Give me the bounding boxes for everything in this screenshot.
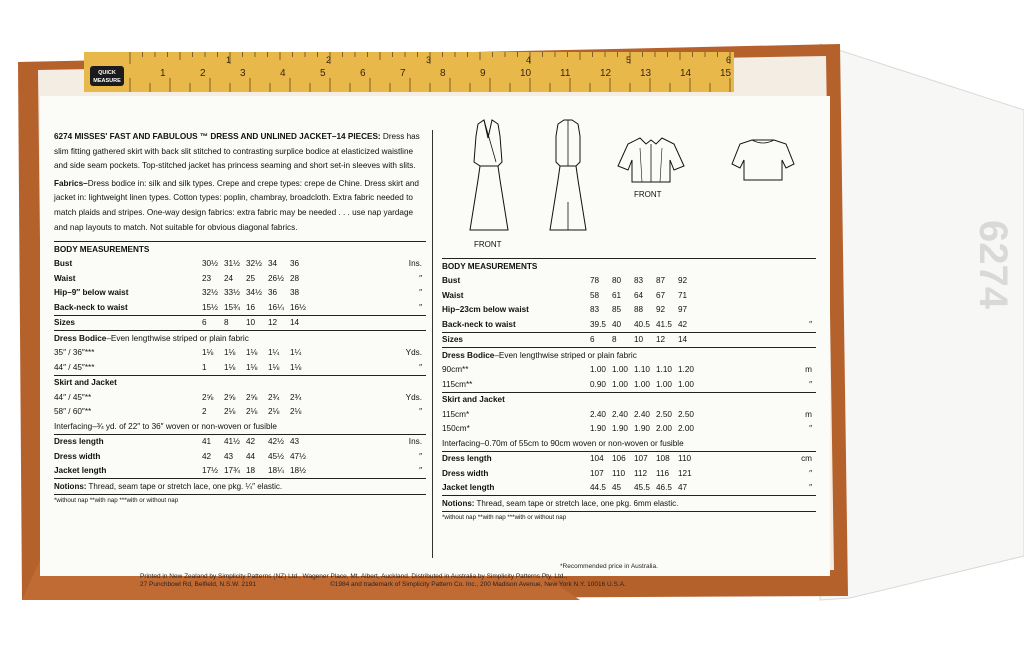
metric-interfacing-row	[442, 436, 816, 451]
metric-cell-value: 42	[678, 319, 688, 329]
imperial-cell-value: 17½	[202, 466, 218, 476]
metric-cell-value: 0.90	[590, 379, 606, 389]
metric-cell-value: 71	[678, 290, 688, 300]
metric-row-label: 115cm*	[442, 409, 470, 419]
imperial-row-label: 35″ / 36″***	[54, 348, 95, 358]
metric-cell-value: 1.90	[612, 424, 628, 434]
imperial-table-row	[54, 300, 426, 315]
imperial-notions-text: Thread, seam tape or stretch lace, one pkg. ¼″ elastic.	[88, 482, 283, 492]
metric-cell-value: 121	[678, 468, 692, 478]
imperial-interfacing-row	[54, 419, 426, 434]
metric-row-unit: ″	[809, 379, 812, 389]
metric-table-row	[442, 451, 816, 466]
metric-cell-value: 40.5	[634, 319, 650, 329]
imperial-cell-value: 44	[246, 451, 256, 461]
metric-cell-value: 83	[634, 276, 644, 286]
column-divider	[432, 130, 433, 558]
imperial-row-unit: ″	[419, 466, 422, 476]
metric-heading-note: –Even lengthwise striped or plain fabric	[494, 350, 637, 360]
metric-cell-value: 10	[634, 335, 644, 345]
imperial-cell-value: 1¼	[290, 348, 302, 358]
imperial-cell-value: 34½	[246, 288, 262, 298]
metric-cell-value: 2.40	[634, 409, 650, 419]
metric-row-label: Back-neck to waist	[442, 319, 516, 329]
metric-table-row	[442, 317, 816, 332]
ruler-inch-label: 4	[526, 55, 532, 65]
imperial-cell-value: 2⅛	[268, 407, 280, 417]
metric-table-row	[442, 377, 816, 392]
ruler-cm-label: 11	[560, 68, 571, 79]
metric-notions	[442, 499, 816, 508]
metric-heading-text: Skirt and Jacket	[442, 395, 505, 405]
metric-cell-value: 92	[656, 305, 666, 315]
imprint-line-1: Printed in New Zealand by Simplicity Patterns (NZ) Ltd., Wagener Place, Mt. Albert, Auckland. Distributed in Australia by Simplicity Patterns Pty. Ltd.,	[140, 573, 568, 580]
ruler-cm-label: 8	[440, 68, 446, 79]
imperial-row-unit: Ins.	[408, 437, 422, 447]
imperial-cell-value: 14	[290, 318, 300, 328]
metric-cell-value: 110	[612, 468, 626, 478]
imperial-section-heading	[54, 375, 426, 390]
imperial-table-row	[54, 257, 426, 272]
imperial-cell-value: 2⅝	[202, 392, 214, 402]
dress-back-illustration	[546, 118, 590, 234]
ruler-cm-label: 14	[680, 68, 692, 79]
svg-text:6274: 6274	[971, 220, 1015, 309]
metric-row-label: 150cm*	[442, 424, 470, 434]
metric-row-unit	[700, 332, 816, 348]
imperial-cell-value: 28	[290, 273, 300, 283]
metric-cell-value: 107	[590, 468, 604, 478]
ruler-cm-label: 9	[480, 68, 486, 79]
imperial-cell-value: 2⅛	[224, 407, 236, 417]
metric-row-unit: ″	[809, 319, 812, 329]
pattern-description	[54, 130, 426, 174]
imperial-table-row	[54, 434, 426, 449]
metric-cell-value: 1.10	[656, 365, 672, 375]
imperial-cell-value: 1⅛	[268, 362, 280, 372]
metric-row-unit: cm	[801, 454, 812, 464]
badge-line-1: QUICK	[98, 70, 116, 76]
ruler-inch-label: 1	[226, 55, 232, 65]
imperial-cell-value: 42	[246, 437, 256, 447]
imperial-heading-text: BODY MEASUREMENTS	[54, 244, 150, 254]
metric-cell-value: 108	[656, 454, 670, 464]
imperial-table-row	[54, 346, 426, 361]
metric-cell-value: 116	[656, 468, 670, 478]
imperial-cell-value: 6	[202, 318, 207, 328]
imperial-table-row	[54, 315, 426, 331]
fabrics-paragraph	[54, 177, 426, 235]
imperial-table-row	[54, 449, 426, 464]
metric-cell-value: 45	[612, 483, 622, 493]
imperial-cell-value: 32½	[202, 288, 218, 298]
metric-cell-value: 104	[590, 454, 604, 464]
imperial-cell-value: 36	[290, 259, 300, 269]
pattern-heading: 6274 MISSES' FAST AND FABULOUS ™ DRESS AND UNLINED JACKET–14 PIECES:	[54, 132, 381, 141]
imperial-cell-value: 10	[246, 318, 256, 328]
ruler-cm-label: 3	[240, 68, 246, 79]
imperial-table-row	[54, 390, 426, 405]
imperial-row-unit: ″	[419, 362, 422, 372]
fabrics-text: Dress bodice in: silk and silk types. Crepe and crepe types: crepe de Chine. Dress skirt and jacket in: lightweight linen types. Cotton types: poplin, chambray, broadcloth. Extra fabric needed to match plaids and stripes. One-way design fabrics: extra fabric may be needed . . . use nap yardage and nap layouts to match. Not suitable for obvious diagonal fabrics.	[54, 178, 419, 232]
imperial-cell-value: 2	[202, 407, 207, 417]
imperial-row-label: 44″ / 45″***	[54, 362, 95, 372]
metric-cell-value: 112	[634, 468, 648, 478]
imperial-row-label: Waist	[54, 273, 76, 283]
metric-row-unit: m	[805, 365, 812, 375]
ruler-cm-label: 7	[400, 68, 406, 79]
metric-cell-value: 64	[634, 290, 644, 300]
imperial-cell-value: 26½	[268, 273, 284, 283]
metric-cell-value: 1.00	[590, 365, 606, 375]
metric-cell-value: 2.00	[678, 424, 694, 434]
metric-cell-value: 97	[678, 305, 688, 315]
imperial-heading-note: –Even lengthwise striped or plain fabric	[106, 333, 249, 343]
imperial-cell-value: 15¾	[224, 302, 240, 312]
imperial-row-unit: ″	[419, 407, 422, 417]
metric-table-row	[442, 481, 816, 496]
ruler-cm-label: 5	[320, 68, 326, 79]
metric-cell-value: 107	[634, 454, 648, 464]
ruler-cm-label: 10	[520, 68, 532, 79]
imperial-cell-value: 8	[224, 318, 229, 328]
metric-cell-value: 1.00	[612, 365, 628, 375]
metric-row-label: Hip–23cm below waist	[442, 305, 529, 315]
metric-cell-value: 78	[590, 276, 600, 286]
imperial-cell-value: 1⅛	[202, 348, 214, 358]
imperial-cell-value: 45½	[268, 451, 284, 461]
metric-cell-value: 1.00	[634, 379, 650, 389]
imperial-cell-value: 43	[290, 437, 300, 447]
metric-row-unit	[700, 303, 816, 318]
metric-cell-value: 106	[612, 454, 626, 464]
metric-cell-value: 41.5	[656, 319, 672, 329]
imperial-cell-value: 18	[246, 466, 256, 476]
imperial-cell-value: 36	[268, 288, 278, 298]
pattern-back-content	[44, 100, 824, 565]
metric-row-label: 115cm**	[442, 379, 473, 389]
metric-cell-value: 2.00	[656, 424, 672, 434]
imperial-row-unit: ″	[419, 451, 422, 461]
imperial-row-unit: Ins.	[408, 259, 422, 269]
quick-measure-ruler	[84, 52, 734, 92]
imperial-row-unit: ″	[419, 302, 422, 312]
metric-cell-value: 47	[678, 483, 688, 493]
imperial-heading-text: Skirt and Jacket	[54, 378, 117, 388]
imperial-row-unit: Yds.	[405, 392, 422, 402]
metric-cell-value: 40	[612, 319, 622, 329]
imperial-cell-value: 41½	[224, 437, 240, 447]
pattern-description-text: Dress has slim fitting gathered skirt with back slit stitched to contrasting surplice bodice at elasticized waistline and side seam pockets. Top-stitched jacket has princess seaming and short set-in sleeves with slits.	[54, 132, 420, 171]
imperial-cell-value: 33½	[224, 288, 240, 298]
imperial-cell-value: 1¼	[268, 348, 280, 358]
metric-row-label: Sizes	[442, 335, 463, 345]
imperial-row-unit	[312, 315, 426, 331]
metric-cell-value: 1.00	[656, 379, 672, 389]
metric-cell-value: 1.10	[634, 365, 650, 375]
imprint-line-2: 27 Punchbowl Rd, Belfield, N.S.W. 2191	[140, 581, 256, 588]
imperial-notions-label: Notions:	[54, 482, 87, 492]
ruler-inch-label: 6	[726, 55, 732, 65]
metric-cell-value: 46.5	[656, 483, 672, 493]
metric-notions-label: Notions:	[442, 499, 475, 508]
metric-section-heading	[442, 348, 816, 363]
imperial-cell-value: 1	[202, 362, 207, 372]
imperial-cell-value: 18¼	[268, 466, 284, 476]
ruler-cm-label: 4	[280, 68, 286, 79]
metric-section-heading	[442, 259, 816, 274]
imperial-cell-value: 16¼	[268, 302, 284, 312]
imperial-cell-value: 17¾	[224, 466, 240, 476]
imperial-cell-value: 2¾	[290, 392, 302, 402]
metric-table	[442, 258, 816, 496]
imperial-cell-value: 42½	[268, 437, 284, 447]
metric-row-label: 90cm**	[442, 365, 469, 375]
metric-cell-value: 58	[590, 290, 600, 300]
metric-cell-value: 2.50	[656, 409, 672, 419]
imperial-cell-value: 41	[202, 437, 212, 447]
ruler-cm-label: 1	[160, 68, 166, 79]
imperial-cell-value: 2⅝	[246, 392, 258, 402]
imperial-table-row	[54, 286, 426, 301]
imperial-cell-value: 1⅛	[224, 348, 236, 358]
imperial-cell-value: 18½	[290, 466, 306, 476]
metric-cell-value: 1.20	[678, 365, 694, 375]
metric-cell-value: 88	[634, 305, 644, 315]
metric-cell-value: 1.00	[612, 379, 628, 389]
metric-cell-value: 39.5	[590, 319, 606, 329]
imperial-row-label: 44″ / 45″**	[54, 392, 92, 402]
imperial-cell-value: 38	[290, 288, 300, 298]
ruler-cm-label: 2	[200, 68, 206, 79]
metric-row-label: Dress length	[442, 454, 492, 464]
metric-table-row	[442, 332, 816, 348]
imperial-table-row	[54, 405, 426, 420]
imperial-cell-value: 16½	[290, 302, 306, 312]
imperial-cell-value: 2⅛	[246, 407, 258, 417]
metric-row-unit	[700, 288, 816, 303]
imperial-row-label: 58″ / 60″**	[54, 407, 92, 417]
imperial-cell-value: 31½	[224, 259, 240, 269]
metric-cell-value: 61	[612, 290, 622, 300]
front-label-dress: FRONT	[474, 240, 502, 249]
metric-cell-value: 1.90	[590, 424, 606, 434]
imperial-cell-value: 32½	[246, 259, 262, 269]
ruler-cm-label: 15	[720, 68, 732, 79]
ruler-cm-label: 13	[640, 68, 652, 79]
metric-notions-text: Thread, seam tape or stretch lace, one pkg. 6mm elastic.	[476, 499, 679, 508]
badge-line-2: MEASURE	[93, 78, 121, 84]
metric-row-label: Jacket length	[442, 483, 495, 493]
imperial-cell-value: 2⅛	[290, 407, 302, 417]
imperial-cell-value: 15½	[202, 302, 218, 312]
faded-flap-print	[971, 220, 1015, 310]
left-column	[54, 130, 426, 504]
metric-table-row	[442, 288, 816, 303]
imperial-table-row	[54, 360, 426, 375]
metric-row-label: Dress width	[442, 468, 489, 478]
metric-table-row	[442, 363, 816, 378]
imperial-row-label: Dress width	[54, 451, 101, 461]
jacket-front-illustration	[616, 136, 686, 186]
metric-row-unit: m	[805, 409, 812, 419]
metric-interfacing: Interfacing–0.70m of 55cm to 90cm woven or non-woven or fusible	[442, 438, 684, 448]
imperial-cell-value: 43	[224, 451, 234, 461]
imperial-row-label: Back-neck to waist	[54, 302, 128, 312]
imperial-cell-value: 2⅝	[224, 392, 236, 402]
envelope-flap	[820, 44, 1024, 600]
imperial-row-label: Sizes	[54, 318, 75, 328]
front-label-jacket: FRONT	[634, 190, 662, 199]
imperial-interfacing: Interfacing–¾ yd. of 22″ to 36″ woven or non-woven or fusible	[54, 421, 277, 431]
ruler-cm-label: 6	[360, 68, 366, 79]
metric-cell-value: 14	[678, 335, 688, 345]
imperial-section-heading	[54, 242, 426, 257]
imperial-row-label: Jacket length	[54, 466, 107, 476]
imperial-cell-value: 34	[268, 259, 278, 269]
metric-heading-text: Dress Bodice	[442, 350, 495, 360]
metric-table-row	[442, 422, 816, 437]
metric-table-row	[442, 466, 816, 481]
imperial-table	[54, 241, 426, 479]
metric-cell-value: 1.00	[678, 379, 694, 389]
metric-footnote: *without nap **with nap ***with or without nap	[442, 511, 816, 521]
jacket-back-illustration	[730, 136, 796, 184]
ruler-inch-label: 5	[626, 55, 632, 65]
metric-cell-value: 92	[678, 276, 688, 286]
metric-section-heading	[442, 392, 816, 407]
right-column	[442, 130, 816, 521]
metric-cell-value: 1.90	[634, 424, 650, 434]
imperial-table-row	[54, 464, 426, 479]
ruler-inch-label: 2	[326, 55, 332, 65]
metric-cell-value: 45.5	[634, 483, 650, 493]
metric-row-unit: ″	[809, 424, 812, 434]
imperial-cell-value: 1⅛	[224, 362, 236, 372]
metric-cell-value: 44.5	[590, 483, 606, 493]
metric-table-row	[442, 274, 816, 289]
metric-cell-value: 80	[612, 276, 622, 286]
recommended-price: *Recommended price in Australia.	[560, 563, 658, 570]
metric-table-row	[442, 407, 816, 422]
imperial-cell-value: 1⅛	[290, 362, 302, 372]
imperial-cell-value: 47½	[290, 451, 306, 461]
dress-front-illustration	[464, 118, 512, 238]
illustrations	[442, 130, 816, 258]
metric-cell-value: 2.40	[590, 409, 606, 419]
imperial-cell-value: 23	[202, 273, 212, 283]
metric-cell-value: 6	[590, 335, 595, 345]
metric-row-unit	[700, 274, 816, 289]
ruler-strip	[84, 52, 734, 92]
imperial-heading-text: Dress Bodice	[54, 333, 107, 343]
imprint-line-3: ©1984 and trademark of Simplicity Pattern Co. Inc., 200 Madison Avenue, New York N.Y. 10016 U.S.A.	[330, 581, 626, 588]
imperial-cell-value: 30½	[202, 259, 218, 269]
imperial-table-row	[54, 271, 426, 286]
imperial-row-unit: Yds.	[405, 348, 422, 358]
metric-cell-value: 110	[678, 454, 692, 464]
imperial-cell-value: 2¾	[268, 392, 280, 402]
imperial-cell-value: 1⅛	[246, 362, 258, 372]
imperial-cell-value: 24	[224, 273, 234, 283]
metric-row-unit: ″	[809, 483, 812, 493]
metric-cell-value: 8	[612, 335, 617, 345]
metric-cell-value: 85	[612, 305, 622, 315]
imperial-footnote: *without nap **with nap ***with or without nap	[54, 494, 426, 504]
metric-cell-value: 83	[590, 305, 600, 315]
imperial-cell-value: 25	[246, 273, 256, 283]
metric-row-unit: ″	[809, 468, 812, 478]
metric-cell-value: 87	[656, 276, 666, 286]
imperial-row-label: Hip–9″ below waist	[54, 288, 129, 298]
metric-row-label: Bust	[442, 276, 461, 286]
metric-heading-text: BODY MEASUREMENTS	[442, 261, 538, 271]
imperial-cell-value: 12	[268, 318, 278, 328]
metric-row-label: Waist	[442, 290, 464, 300]
ruler-cm-label: 12	[600, 68, 612, 79]
metric-cell-value: 12	[656, 335, 666, 345]
imperial-row-unit: ″	[419, 273, 422, 283]
imperial-row-label: Bust	[54, 259, 73, 269]
imperial-cell-value: 1⅛	[246, 348, 258, 358]
imperial-notions	[54, 482, 426, 491]
imperial-row-unit: ″	[419, 288, 422, 298]
imperial-row-label: Dress length	[54, 437, 104, 447]
imperial-cell-value: 16	[246, 302, 256, 312]
metric-cell-value: 2.40	[612, 409, 628, 419]
imperial-section-heading	[54, 331, 426, 346]
ruler-inch-label: 3	[426, 55, 432, 65]
metric-cell-value: 2.50	[678, 409, 694, 419]
imperial-cell-value: 42	[202, 451, 212, 461]
metric-table-row	[442, 303, 816, 318]
fabrics-heading: Fabrics–	[54, 178, 88, 188]
metric-cell-value: 67	[656, 290, 666, 300]
